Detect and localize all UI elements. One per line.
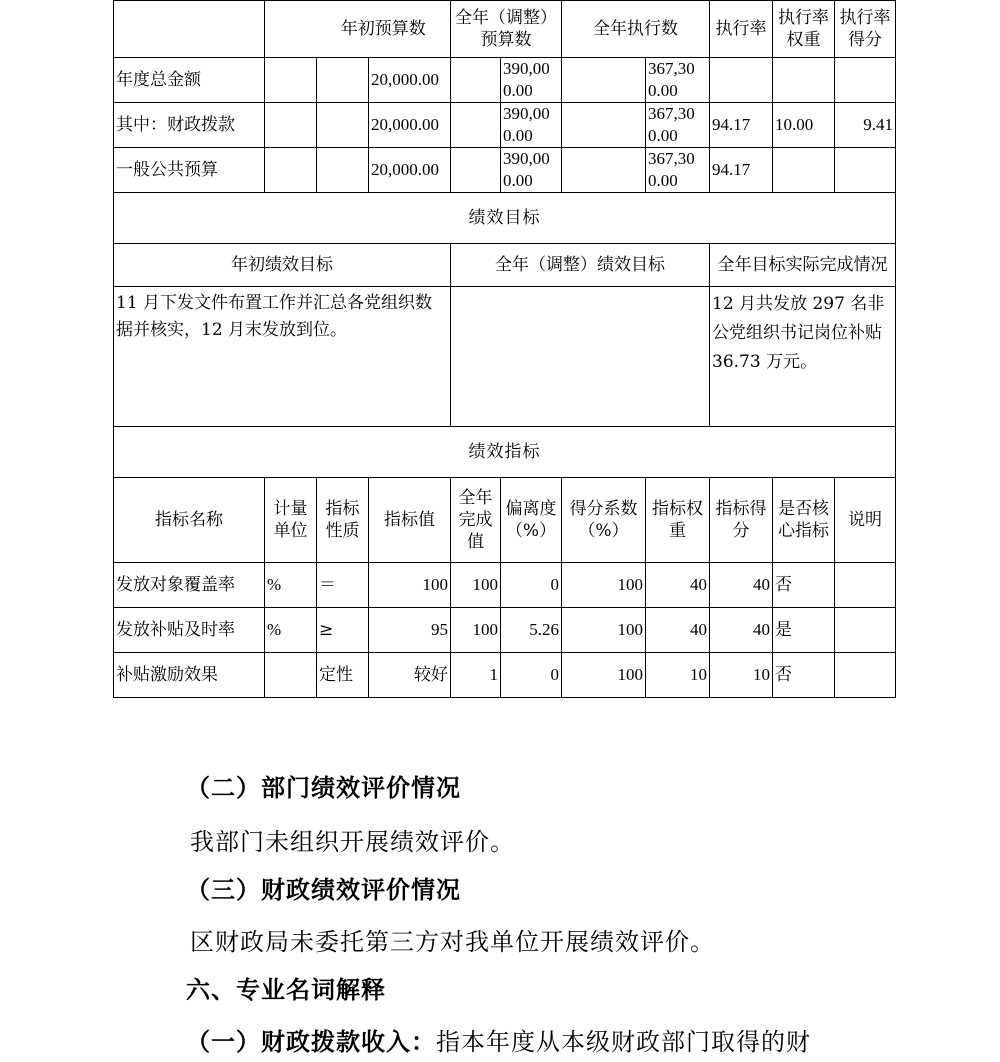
goal-header-initial: 年初绩效目标: [114, 244, 451, 287]
header-weight: 执行率权重: [773, 1, 835, 58]
rate-value: 94.17: [710, 103, 773, 148]
term-label: （一）财政拨款收入：: [186, 1028, 436, 1056]
indicator-value: 较好: [369, 653, 451, 698]
indicator-weight: 40: [646, 563, 710, 608]
goals-body-row: [114, 287, 896, 427]
empty-cell: [265, 103, 317, 148]
empty-cell: [317, 103, 369, 148]
indicator-name: 补贴激励效果: [114, 653, 265, 698]
rate-value: [710, 58, 773, 103]
executed-value: 367,300.00: [646, 103, 710, 148]
indicators-section-title: 绩效指标: [114, 427, 896, 478]
goal-actual-text: 12 月共发放 297 名非公党组织书记岗位补贴 36.73 万元。: [710, 287, 896, 427]
indicator-unit: [265, 653, 317, 698]
indicator-name: 发放对象覆盖率: [114, 563, 265, 608]
indicator-score: 40: [710, 608, 773, 653]
goals-section-title: 绩效目标: [114, 193, 896, 244]
header-executed: 全年执行数: [562, 1, 710, 58]
indicator-note: [835, 653, 896, 698]
indicator-score: 10: [710, 653, 773, 698]
executed-value: 367,300.00: [646, 148, 710, 193]
budget-row-label: 一般公共预算: [114, 148, 265, 193]
ind-header-coef: 得分系数（%）: [562, 478, 646, 563]
budget-row-label: 年度总金额: [114, 58, 265, 103]
ind-header-unit: 计量单位: [265, 478, 317, 563]
indicator-unit: %: [265, 608, 317, 653]
indicator-nature: ＝: [317, 563, 369, 608]
indicator-note: [835, 563, 896, 608]
goals-section-row: [114, 193, 896, 244]
indicator-deviation: 0: [501, 653, 562, 698]
goals-header-row: [114, 244, 896, 287]
ind-header-name: 指标名称: [114, 478, 265, 563]
adjusted-value: 390,000.00: [501, 148, 562, 193]
ind-header-value: 指标值: [369, 478, 451, 563]
budget-header-blank: [114, 1, 265, 58]
indicator-note: [835, 608, 896, 653]
initial-value: 20,000.00: [369, 103, 451, 148]
indicator-done: 100: [451, 563, 501, 608]
empty-cell: [265, 58, 317, 103]
empty-cell: [451, 148, 501, 193]
indicator-weight: 10: [646, 653, 710, 698]
initial-value: 20,000.00: [369, 148, 451, 193]
indicator-row: [114, 608, 896, 653]
indicator-core: 是: [773, 608, 835, 653]
term-definition: [0, 1022, 1000, 1057]
empty-cell: [451, 58, 501, 103]
budget-row: [114, 148, 896, 193]
executed-value: 367,300.00: [646, 58, 710, 103]
empty-cell: [317, 148, 369, 193]
ind-header-weight: 指标权重: [646, 478, 710, 563]
empty-cell: [562, 58, 646, 103]
performance-table: [113, 0, 896, 698]
paragraph-fin-eval: 区财政局未委托第三方对我单位开展绩效评价。: [190, 928, 715, 956]
indicator-coef: 100: [562, 608, 646, 653]
rate-value: 94.17: [710, 148, 773, 193]
indicator-weight: 40: [646, 608, 710, 653]
weight-value: [773, 148, 835, 193]
score-value: 9.41: [835, 103, 896, 148]
ind-header-note: 说明: [835, 478, 896, 563]
ind-header-done: 全年完成值: [451, 478, 501, 563]
header-initial-budget: 年初预算数: [317, 1, 451, 58]
paragraph-dept-eval: 我部门未组织开展绩效评价。: [190, 828, 515, 856]
ind-header-score: 指标得分: [710, 478, 773, 563]
indicator-row: [114, 653, 896, 698]
indicator-value: 100: [369, 563, 451, 608]
indicator-core: 否: [773, 653, 835, 698]
budget-header-blank-2: [265, 1, 317, 58]
weight-value: 10.00: [773, 103, 835, 148]
term-text: 指本年度从本级财政部门取得的财: [436, 1028, 811, 1056]
indicator-score: 40: [710, 563, 773, 608]
indicator-done: 100: [451, 608, 501, 653]
initial-value: 20,000.00: [369, 58, 451, 103]
indicator-coef: 100: [562, 653, 646, 698]
indicator-deviation: 5.26: [501, 608, 562, 653]
empty-cell: [317, 58, 369, 103]
budget-row: [114, 58, 896, 103]
goal-header-actual: 全年目标实际完成情况: [710, 244, 896, 287]
indicator-core: 否: [773, 563, 835, 608]
indicator-coef: 100: [562, 563, 646, 608]
budget-header-row: [114, 1, 896, 58]
score-value: [835, 148, 896, 193]
heading-dept-eval: （二）部门绩效评价情况: [186, 774, 461, 802]
header-score: 执行率得分: [835, 1, 896, 58]
indicator-name: 发放补贴及时率: [114, 608, 265, 653]
empty-cell: [451, 103, 501, 148]
ind-header-core: 是否核心指标: [773, 478, 835, 563]
goal-header-adjusted: 全年（调整）绩效目标: [451, 244, 710, 287]
empty-cell: [562, 148, 646, 193]
indicators-header-row: [114, 478, 896, 563]
score-value: [835, 58, 896, 103]
indicator-value: 95: [369, 608, 451, 653]
ind-header-deviation: 偏离度（%）: [501, 478, 562, 563]
adjusted-value: 390,000.00: [501, 103, 562, 148]
heading-terms: 六、专业名词解释: [186, 976, 386, 1004]
indicator-done: 1: [451, 653, 501, 698]
indicator-unit: %: [265, 563, 317, 608]
budget-row: [114, 103, 896, 148]
indicator-nature: ≥: [317, 608, 369, 653]
header-adjusted-budget: 全年（调整）预算数: [451, 1, 562, 58]
goal-initial-text: 11 月下发文件布置工作并汇总各党组织数据并核实，12 月末发放到位。: [114, 287, 451, 427]
indicators-section-row: [114, 427, 896, 478]
ind-header-nature: 指标性质: [317, 478, 369, 563]
indicator-row: [114, 563, 896, 608]
empty-cell: [265, 148, 317, 193]
budget-row-label: 其中：财政拨款: [114, 103, 265, 148]
heading-fin-eval: （三）财政绩效评价情况: [186, 876, 461, 904]
goal-adjusted-text: [451, 287, 710, 427]
indicator-nature: 定性: [317, 653, 369, 698]
adjusted-value: 390,000.00: [501, 58, 562, 103]
empty-cell: [562, 103, 646, 148]
weight-value: [773, 58, 835, 103]
header-rate: 执行率: [710, 1, 773, 58]
indicator-deviation: 0: [501, 563, 562, 608]
